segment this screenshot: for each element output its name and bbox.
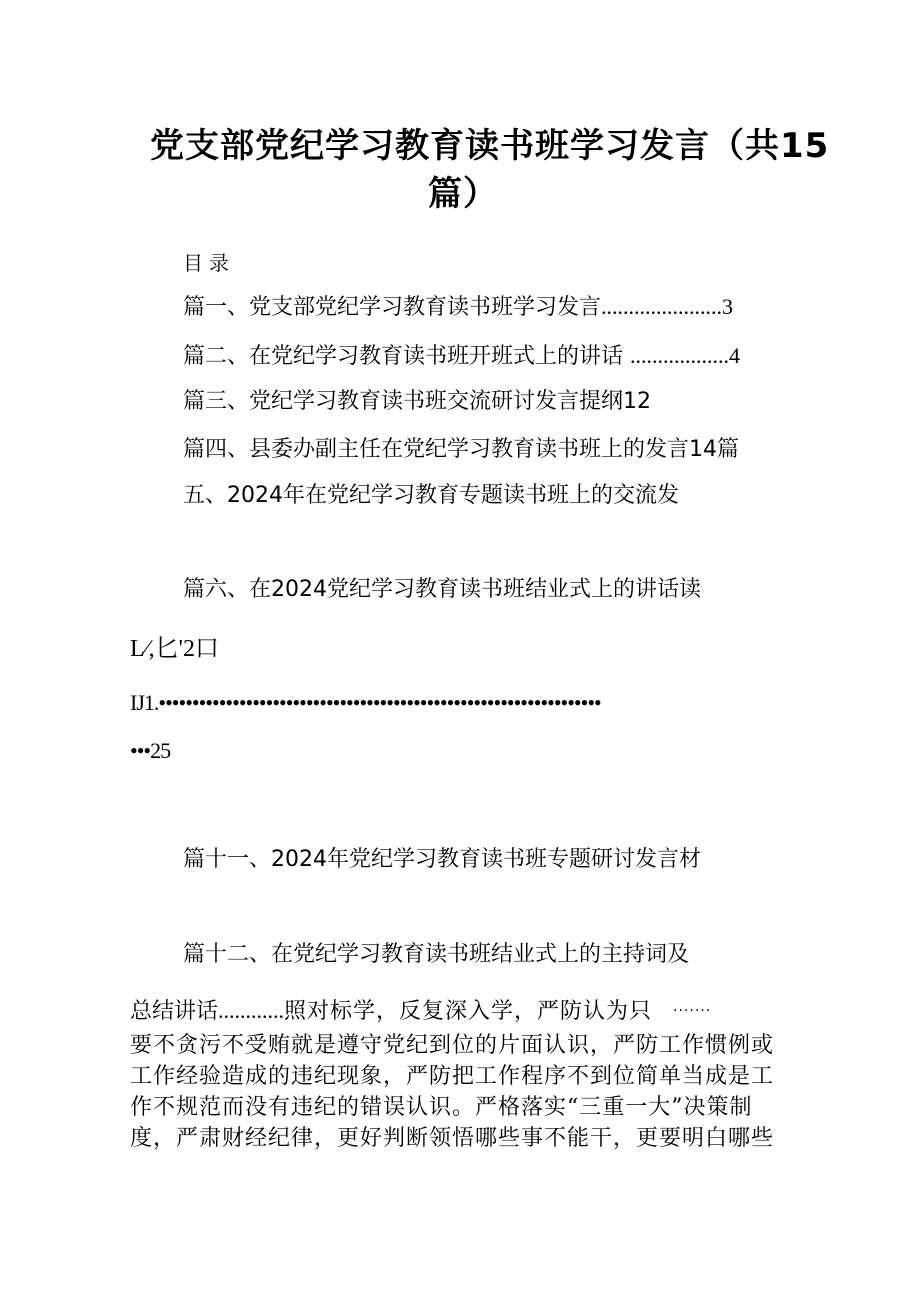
mixed-line-label: 总结讲话 [130,999,219,1024]
dot-leader-prefix: IJ1. [130,690,159,715]
toc-entry-text: 篇三、党纪学习教育读书班交流研讨发言提纲12 [183,389,651,414]
toc-entry-text: 篇一、党支部党纪学习教育读书班学习发言 [183,295,602,320]
mixed-text-line [130,996,711,1027]
body-line-2: 工作经验造成的违纪现象，严防把工作程序不到位简单当成是工 [130,1064,775,1089]
toc-entry-5[interactable] [183,481,679,511]
toc-entry-text: 五、2024年在党纪学习教育专题读书班上的交流发 [183,483,679,508]
dot-leader-page-line: •••25 [130,738,171,763]
toc-entry-text: 篇十二、在党纪学习教育读书班结业式上的主持词及 [183,942,690,967]
toc-entry-11[interactable] [183,845,701,875]
toc-entry-2[interactable] [183,341,740,372]
toc-entry-1[interactable] [183,292,733,323]
mixed-line-body: 照对标学，反复深入学，严防认为只 [284,999,653,1024]
toc-entry-text: 篇六、在2024党纪学习教育读书班结业式上的讲话读 [183,577,701,602]
toc-entry-text: 篇十一、2024年党纪学习教育读书班专题研讨发言材 [183,847,701,872]
mixed-line-small-dots: ······· [673,1003,712,1019]
toc-entry-4[interactable] [183,435,739,465]
toc-heading: 目录 [183,251,235,275]
toc-entry-6[interactable] [183,575,701,605]
toc-leader: ...................... [601,294,723,319]
garbled-text-line: L∕,匕'2口 [130,636,219,662]
body-line-1: 要不贪污不受贿就是遵守党纪到位的片面认识，严防工作惯例或 [130,1033,775,1058]
body-line-3: 作不规范而没有违纪的错误认识。严格落实“三重一大”决策制 [130,1095,753,1120]
dot-leader-line [130,690,790,716]
toc-leader: .................. [630,343,729,368]
document-title-line2: 篇） [428,174,498,214]
mixed-line-leader: ............ [218,998,285,1023]
toc-page-number: 4 [729,343,740,368]
toc-entry-text: 篇四、县委办副主任在党纪学习教育读书班上的发言14篇 [183,437,739,462]
body-line-4: 度，严肃财经纪律，更好判断领悟哪些事不能干，更要明白哪些 [130,1126,775,1151]
toc-page-number: 3 [722,294,734,319]
toc-entry-3[interactable] [183,387,651,417]
dot-leader-dots: •••••••••••••••••••••••••••••••••••••••••••••••••••••••••••••••••• [158,690,601,715]
toc-entry-12[interactable] [183,940,689,970]
document-title-line1: 党支部党纪学习教育读书班学习发言（共15 [150,126,830,166]
toc-entry-text: 篇二、在党纪学习教育读书班开班式上的讲话 [183,344,630,369]
